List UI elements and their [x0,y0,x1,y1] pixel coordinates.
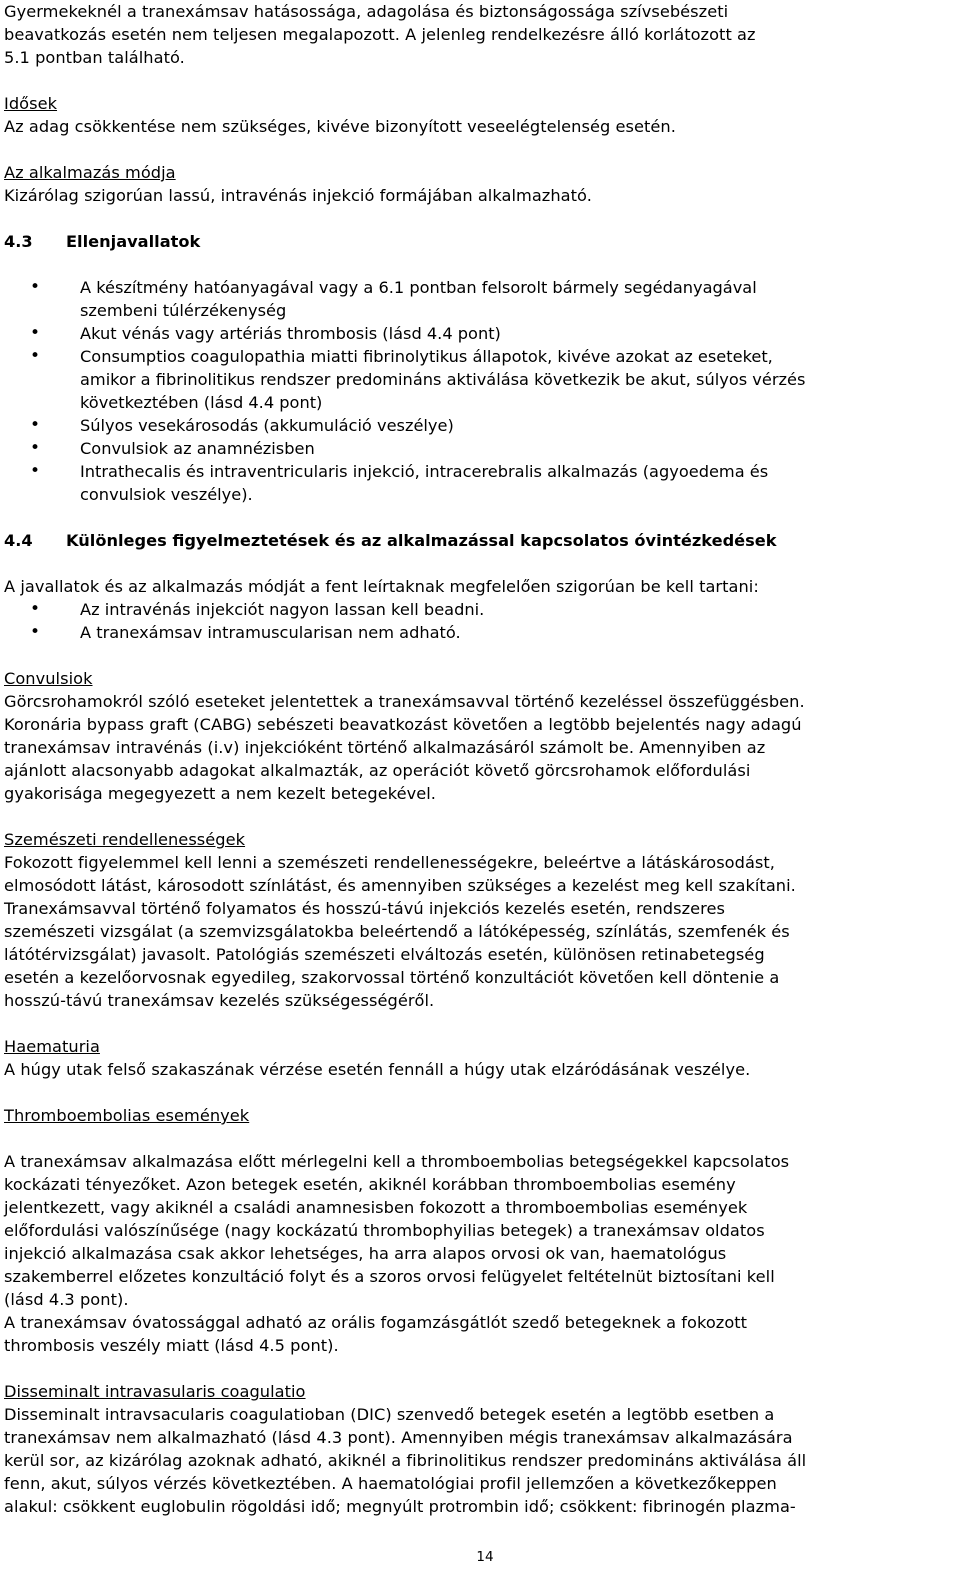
visual-subheading: Szemészeti rendellenességek [4,830,246,849]
haematuria-subheading: Haematuria [4,1037,100,1056]
paragraph-line: kerül sor, az kizárólag azoknak adható, akiknél a fibrinolitikus rendszer predomináns aktiválása áll [4,1451,807,1470]
list-item: • A készítmény hatóanyagával vagy a 6.1 pontban felsorolt bármely segédanyagával szembeni túlérzékenység [4,276,954,322]
paragraph-line: előfordulási valószínűsége (nagy kockázatú thrombophyilias betegek) a tranexámsav oldatos [4,1221,765,1240]
paragraph-line: látótérvizsgálat) javasolt. Patológiás szemészeti elváltozás esetén, különösen retinabetegség [4,945,765,964]
list-item: • Intrathecalis és intraventricularis injekció, intracerebralis alkalmazás (agyoedema és convulsiok veszélye). [4,460,954,506]
paragraph-line: ajánlott alacsonyabb adagokat alkalmazták, az operációt követő görcsrohamok előfordulási [4,761,751,780]
paragraph-line: hosszú-távú tranexámsav kezelés szükségességéről. [4,991,435,1010]
page-number: 14 [476,1549,494,1565]
paragraph-line: esetén a kezelőorvosnak egyedileg, szakorvossal történő konzultációt követően kell döntenie a [4,968,780,987]
paragraph-line: tranexámsav nem alkalmazható (lásd 4.3 pont). Amennyiben mégis tranexámsav alkalmazására [4,1428,793,1447]
paragraph-line: szakemberrel előzetes konzultáció folyt és a szoros orvosi felügyelet feltételnüt biztosítani kell [4,1267,775,1286]
administration-subheading: Az alkalmazás módja [4,163,176,182]
paragraph-line: A tranexámsav alkalmazása előtt mérlegelni kell a thromboembolias betegségekkel kapcsolatos [4,1152,790,1171]
section-title: Ellenjavallatok [66,232,201,251]
paragraph-line: kockázati tényezőket. Azon betegek esetén, akiknél korábban thromboembolias esemény [4,1175,736,1194]
section-4-4-heading [4,529,954,552]
paragraph-line: Görcsrohamokról szóló eseteket jelentettek a tranexámsavval történő kezeléssel összefüggésben. [4,692,805,711]
section-number: 4.3 [4,232,33,251]
contraindications-list [4,276,954,506]
paragraph-line: injekció alkalmazása csak akkor lehetséges, ha arra alapos orvosi ok van, haematológus [4,1244,727,1263]
section-number: 4.4 [4,531,33,550]
section-4-3-heading [4,230,954,253]
paragraph-line: Koronária bypass graft (CABG) sebészeti beavatkozást követően a legtöbb bejelentés nagy adagú [4,715,802,734]
warnings-list [4,598,954,644]
paragraph-line: fenn, akut, súlyos vérzés következtében. A haematológiai profil jellemzően a következőkeppen [4,1474,777,1493]
administration-text: Kizárólag szigorúan lassú, intravénás injekció formájában alkalmazható. [4,186,592,205]
paragraph-line: jelentkezett, vagy akiknél a családi anamnesisben fokozott a thromboembolias események [4,1198,748,1217]
paragraph-line: Disseminalt intravsacularis coagulatioban (DIC) szenvedő betegek esetén a legtöbb esetben a [4,1405,775,1424]
elderly-text: Az adag csökkentése nem szükséges, kivéve bizonyított veseelégtelenség esetén. [4,117,676,136]
intro-line: Gyermekeknél a tranexámsav hatásossága, adagolása és biztonságossága szívsebészeti [4,2,729,21]
dic-subheading: Disseminalt intravasularis coagulatio [4,1382,306,1401]
list-item: • Akut vénás vagy artériás thrombosis (lásd 4.4 pont) [4,322,954,345]
paragraph-line: Tranexámsavval történő folyamatos és hosszú-távú injekciós kezelés esetén, rendszeres [4,899,725,918]
list-item: • Az intravénás injekciót nagyon lassan kell beadni. [4,598,954,621]
document-page [4,0,954,1518]
paragraph-line: thrombosis veszély miatt (lásd 4.5 pont). [4,1336,339,1355]
convulsions-subheading: Convulsiok [4,669,93,688]
paragraph-line: szemészeti vizsgálat (a szemvizsgálatokba beleértendő a látóképesség, színlátás, szemfenék és [4,922,790,941]
list-item: • Convulsiok az anamnézisben [4,437,954,460]
section-title: Különleges figyelmeztetések és az alkalmazással kapcsolatos óvintézkedések [66,531,777,550]
paragraph-line: gyakorisága megegyezett a nem kezelt betegekével. [4,784,436,803]
list-item: • Consumptios coagulopathia miatti fibrinolytikus állapotok, kivéve azokat az eseteket, amikor a fibrinolitikus rendszer predomináns aktiválása következik be akut, súlyos vérzés következtében (lásd 4.4 pont) [4,345,954,414]
elderly-subheading: Idősek [4,94,58,113]
paragraph-line: A tranexámsav óvatossággal adható az orális fogamzásgátlót szedő betegeknek a fokozott [4,1313,748,1332]
paragraph-line: alakul: csökkent euglobulin rögoldási idő; megnyúlt protrombin idő; csökkent: fibrinogén plazma- [4,1497,796,1516]
paragraph-line: Fokozott figyelemmel kell lenni a szemészeti rendellenességekre, beleértve a látáskárosodást, [4,853,776,872]
paragraph-line: tranexámsav intravénás (i.v) injekcióként történő alkalmazásáról számolt be. Amennyiben az [4,738,766,757]
list-item: • A tranexámsav intramuscularisan nem adható. [4,621,954,644]
thrombo-subheading: Thromboembolias események [4,1106,250,1125]
paragraph-line: (lásd 4.3 pont). [4,1290,129,1309]
list-item: • Súlyos vesekárosodás (akkumuláció veszélye) [4,414,954,437]
section-lead: A javallatok és az alkalmazás módját a fent leírtaknak megfelelően szigorúan be kell tartani: [4,577,759,596]
intro-line: beavatkozás esetén nem teljesen megalapozott. A jelenleg rendelkezésre álló korlátozott az [4,25,756,44]
intro-line: 5.1 pontban található. [4,48,185,67]
haematuria-text: A húgy utak felső szakaszának vérzése esetén fennáll a húgy utak elzáródásának veszélye. [4,1060,751,1079]
paragraph-line: elmosódott látást, károsodott színlátást, és amennyiben szükséges a kezelést meg kell szakítani. [4,876,796,895]
